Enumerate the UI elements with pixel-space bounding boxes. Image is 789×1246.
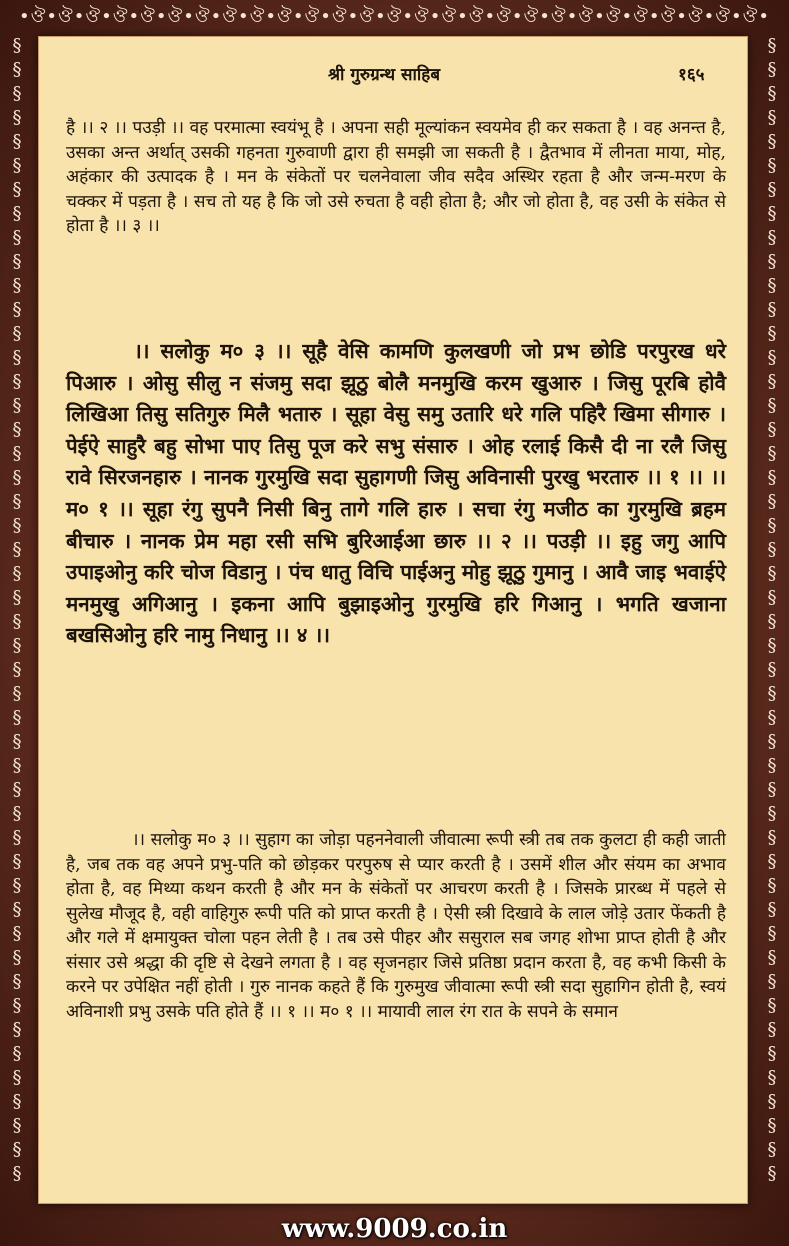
top-border-ornament: •ঔ•ঔ•ঔ•ঔ•ঔ•ঔ•ঔ•ঔ•ঔ•ঔ•ঔ•ঔ•ঔ•ঔ•ঔ•ঔ•ঔ•ঔ•ঔ•ঔ•ঔ•ঔ•ঔ•ঔ•ঔ•ঔ•ঔ• — [18, 5, 771, 27]
translation-paragraph-2-text: ।। सलोकु म० ३ ।। सुहाग का जोड़ा पहननेवाली जीवात्मा रूपी स्त्री तब तक कुलटा ही कही जाती है, जब तक वह अपने प्रभु-पति को छोड़कर परपुरुष से प्यार करती है । उसमें शील और संयम का अभाव होता है, वह मिथ्या कथन करती है और मन के संकेतों पर आचरण करती है । जिसके प्रारब्ध में पहले से सुलेख मौजूद है, वही वाहिगुरु रूपी पति को प्राप्त करती है । ऐसी स्त्री दिखावे के लाल जोड़े उतार फेंकती है और गले में क्षमायुक्त चोला पहन लेती है । तब उसे पीहर और ससुराल सब जगह शोभा प्राप्त होती है और संसार उसे श्रद्धा की दृष्टि से देखने लगता है । वह सृजनहार जिसे प्रतिष्ठा प्रदान करता है, वह कभी किसी के करने पर उपेक्षित नहीं होती । गुरु नानक कहते हैं कि गुरुमुख जीवात्मा रूपी स्त्री सदा सुहागिन होती है, स्वयं अविनाशी प्रभु उसके पति होते हैं ।। १ ।। म० १ ।। मायावी लाल रंग रात के सपने के समान — [66, 830, 727, 1022]
right-border-ornament: § § § § § § § § § § § § § § § § § § § § § § § § § § § § § § § § § § § § § § § § § § § § § § § § — [767, 35, 777, 1184]
page-number: १६५ — [678, 65, 705, 85]
gurbani-verse-text: ।। सलोकु म० ३ ।। सूहै वेसि कामणि कुलखणी जो प्रभ छोडि परपुरख धरे पिआरु । ओसु सीलु न संजमु सदा झूठु बोलै मनमुखि करम खुआरु । जिसु पूरबि होवै लिखिआ तिसु सतिगुरु मिलै भतारु । सूहा वेसु समु उतारि धरे गलि पहिरै खिमा सीगारु । पेईऐ साहुरै बहु सोभा पाए तिसु पूज करे सभु संसारु । ओह रलाई किसै दी ना रलै जिसु रावे सिरजनहारु । नानक गुरमुखि सदा सुहागणी जिसु अविनासी पुरखु भरतारु ।। १ ।। ।। म० १ ।। सूहा रंगु सुपनै निसी बिनु तागे गलि हारु । सचा रंगु मजीठ का गुरमुखि ब्रहम बीचारु । नानक प्रेम महा रसी सभि बुरिआईआ छारु ।। २ ।। पउड़ी ।। इहु जगु आपि उपाइओनु करि चोज विडानु । पंच धातु विचि पाईअनु मोहु झूठु गुमानु । आवै जाइ भवाईऐ मनमुखु अगिआनु । इकना आपि बुझाइओनु गुरमुखि हरि गिआनु । भगति खजाना बखसिओनु हरि नामु निधानु ।। ४ ।। — [66, 339, 726, 648]
gurbani-verse-block — [66, 336, 726, 652]
translation-paragraph-1: है ।। २ ।। पउड़ी ।। वह परमात्मा स्वयंभू है । अपना सही मूल्यांकन स्वयमेव ही कर सकता है । वह अनन्त है, उसका अन्त अर्थात् उसकी गहनता गुरुवाणी द्वारा ही समझी जा सकती है । द्वैतभाव में लीनता माया, मोह, अहंकार की उत्पादक है । मन के संकेतों पर चलनेवाला जीव सदैव अस्थिर रहता है और जन्म-मरण के चक्कर में पड़ता है । सच तो यह है कि जो उसे रुचता है वही होता है; और जो होता है, वह उसी के संकेत से होता है ।। ३ ।। — [66, 118, 726, 236]
left-border-ornament: § § § § § § § § § § § § § § § § § § § § § § § § § § § § § § § § § § § § § § § § § § § § § § § § — [12, 35, 22, 1184]
website-link[interactable]: www.9009.co.in — [281, 1214, 508, 1244]
page-header — [38, 62, 748, 88]
translation-paragraph-2 — [66, 828, 726, 1024]
scripture-page — [38, 36, 748, 1204]
page-title: श्री गुरुग्रन्थ साहिब — [328, 65, 441, 85]
